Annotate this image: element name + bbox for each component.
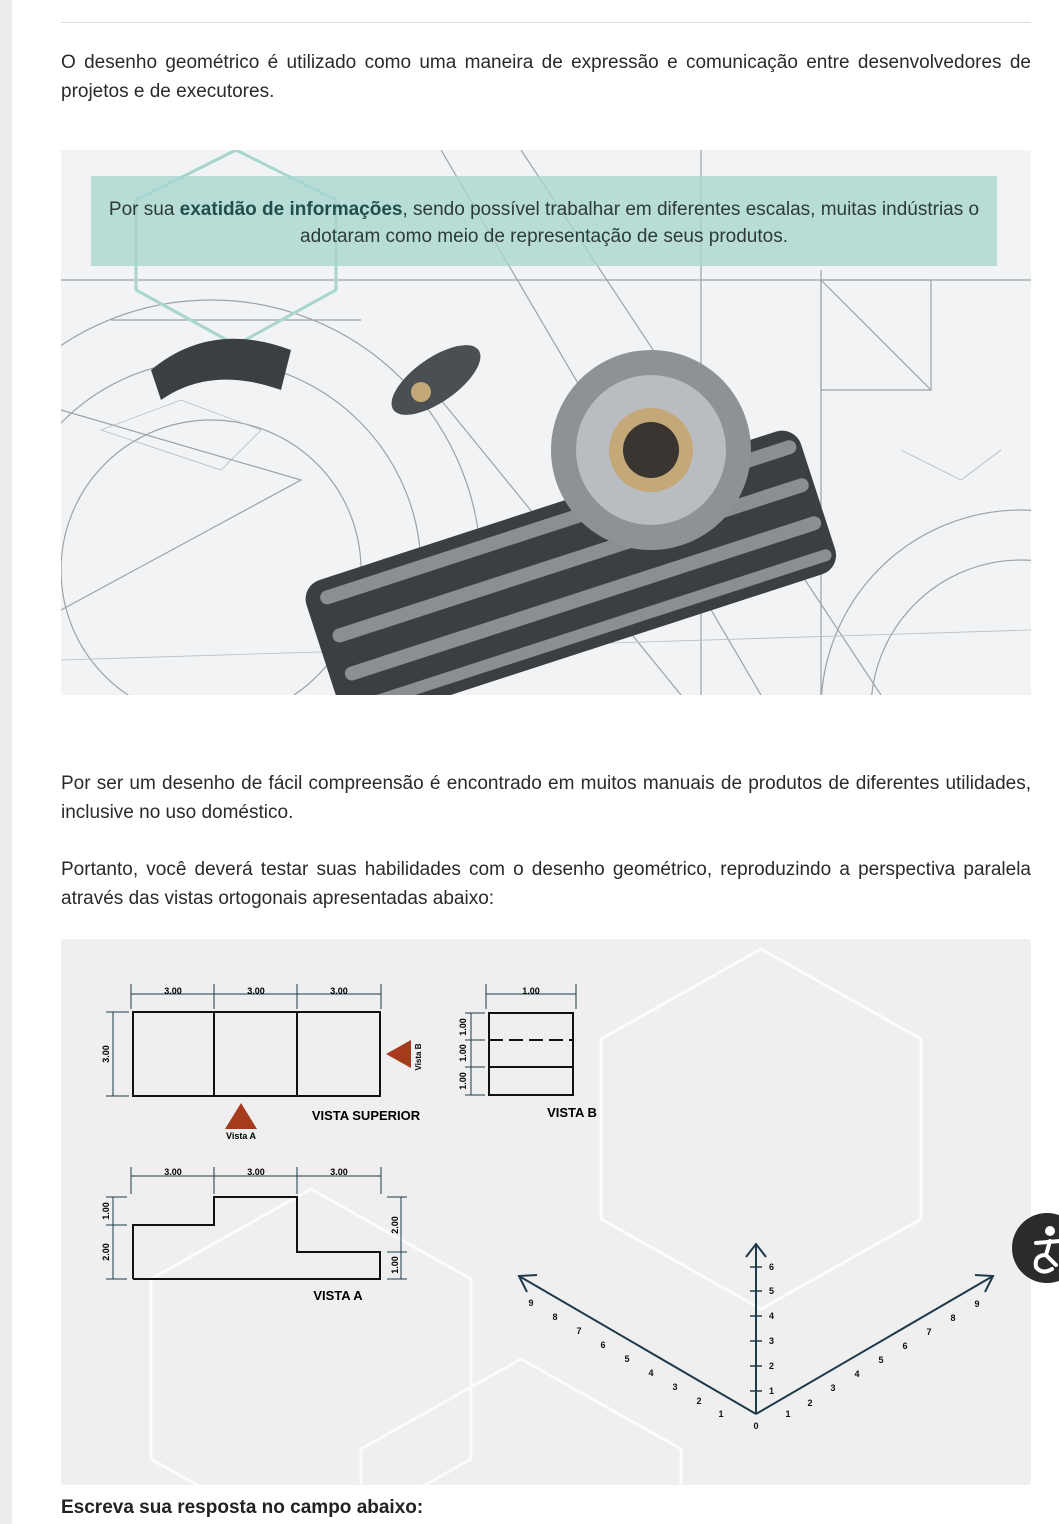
orthographic-views-figure <box>61 939 1031 1485</box>
isometric-axes <box>519 1244 993 1414</box>
vista-b-marker-icon <box>386 1040 411 1068</box>
intro-paragraph: O desenho geométrico é utilizado como uma maneira de expressão e comunicação entre desenvolvedores de projetos e de executores. <box>61 52 1031 102</box>
accessibility-icon <box>1012 1213 1059 1283</box>
vista-a-label: VISTA A <box>313 1288 363 1303</box>
top-dim-2: 3.00 <box>247 986 265 996</box>
top-dim-height: 3.00 <box>101 1045 111 1063</box>
axis-r-9: 9 <box>974 1299 980 1309</box>
vista-b-label: VISTA B <box>547 1105 597 1120</box>
axis-r-1: 1 <box>785 1409 791 1419</box>
top-dim-1: 3.00 <box>164 986 182 996</box>
answer-field-label: Escreva sua resposta no campo abaixo: <box>61 1497 424 1518</box>
hero-caption: Por sua exatidão de informações, sendo possível trabalhar em diferentes escalas, muitas indústrias o adotaram como meio de representação de seus produtos. <box>91 176 997 266</box>
front-right-dim-2: 1.00 <box>390 1256 400 1274</box>
front-dim-1: 3.00 <box>164 1167 182 1177</box>
axis-l-8: 8 <box>552 1312 558 1322</box>
front-left-dim-2: 2.00 <box>101 1243 111 1261</box>
paragraph-usage: Por ser um desenho de fácil compreensão é encontrado em muitos manuais de produtos de diferentes utilidades, inclusive no uso doméstico. <box>61 773 1031 823</box>
axis-r-6: 6 <box>902 1341 908 1351</box>
axis-r-8: 8 <box>950 1313 956 1323</box>
axis-v-4: 4 <box>769 1311 775 1321</box>
hero-image <box>61 150 1031 695</box>
axis-l-2: 2 <box>696 1396 702 1406</box>
hero-caption-bold: exatidão de informações <box>179 199 403 220</box>
axis-l-4: 4 <box>648 1368 654 1378</box>
axis-l-1: 1 <box>718 1409 724 1419</box>
left-rail <box>0 0 12 1524</box>
axis-l-6: 6 <box>600 1340 606 1350</box>
axis-v-3: 3 <box>769 1336 775 1346</box>
front-dim-2: 3.00 <box>247 1167 265 1177</box>
orthographic-views-svg <box>61 939 1031 1485</box>
front-left-dim-1: 1.00 <box>101 1202 111 1220</box>
vista-b-dim-3: 1.00 <box>458 1072 468 1090</box>
axis-l-7: 7 <box>576 1326 582 1336</box>
vista-b-width: 1.00 <box>522 986 540 996</box>
vista-a-marker-icon <box>225 1103 257 1129</box>
accessibility-button[interactable] <box>1012 1213 1059 1283</box>
axis-r-7: 7 <box>926 1327 932 1337</box>
paragraph-instructions: Portanto, você deverá testar suas habilidades com o desenho geométrico, reproduzindo a perspectiva paralela através das vistas ortogonais apresentadas abaixo: <box>61 859 1031 909</box>
axis-r-5: 5 <box>878 1355 884 1365</box>
vista-b-marker-label: Vista B <box>414 1043 423 1071</box>
axis-r-3: 3 <box>830 1383 836 1393</box>
axis-v-5: 5 <box>769 1286 775 1296</box>
vista-a-marker-label: Vista A <box>225 1131 257 1141</box>
top-dim-3: 3.00 <box>330 986 348 996</box>
front-right-dim-1: 2.00 <box>390 1216 400 1234</box>
axis-origin: 0 <box>753 1421 759 1431</box>
axis-l-3: 3 <box>672 1382 678 1392</box>
vista-b-dim-1: 1.00 <box>458 1018 468 1036</box>
axis-l-5: 5 <box>624 1354 630 1364</box>
vista-superior-label: VISTA SUPERIOR <box>311 1108 421 1123</box>
axis-v-2: 2 <box>769 1361 775 1371</box>
front-dim-3: 3.00 <box>330 1167 348 1177</box>
axis-v-1: 1 <box>769 1386 775 1396</box>
top-divider <box>61 22 1031 23</box>
vista-b-dim-2: 1.00 <box>458 1044 468 1062</box>
axis-v-6: 6 <box>769 1262 775 1272</box>
axis-r-2: 2 <box>807 1398 813 1408</box>
axis-r-4: 4 <box>854 1369 860 1379</box>
axis-l-9: 9 <box>528 1298 534 1308</box>
